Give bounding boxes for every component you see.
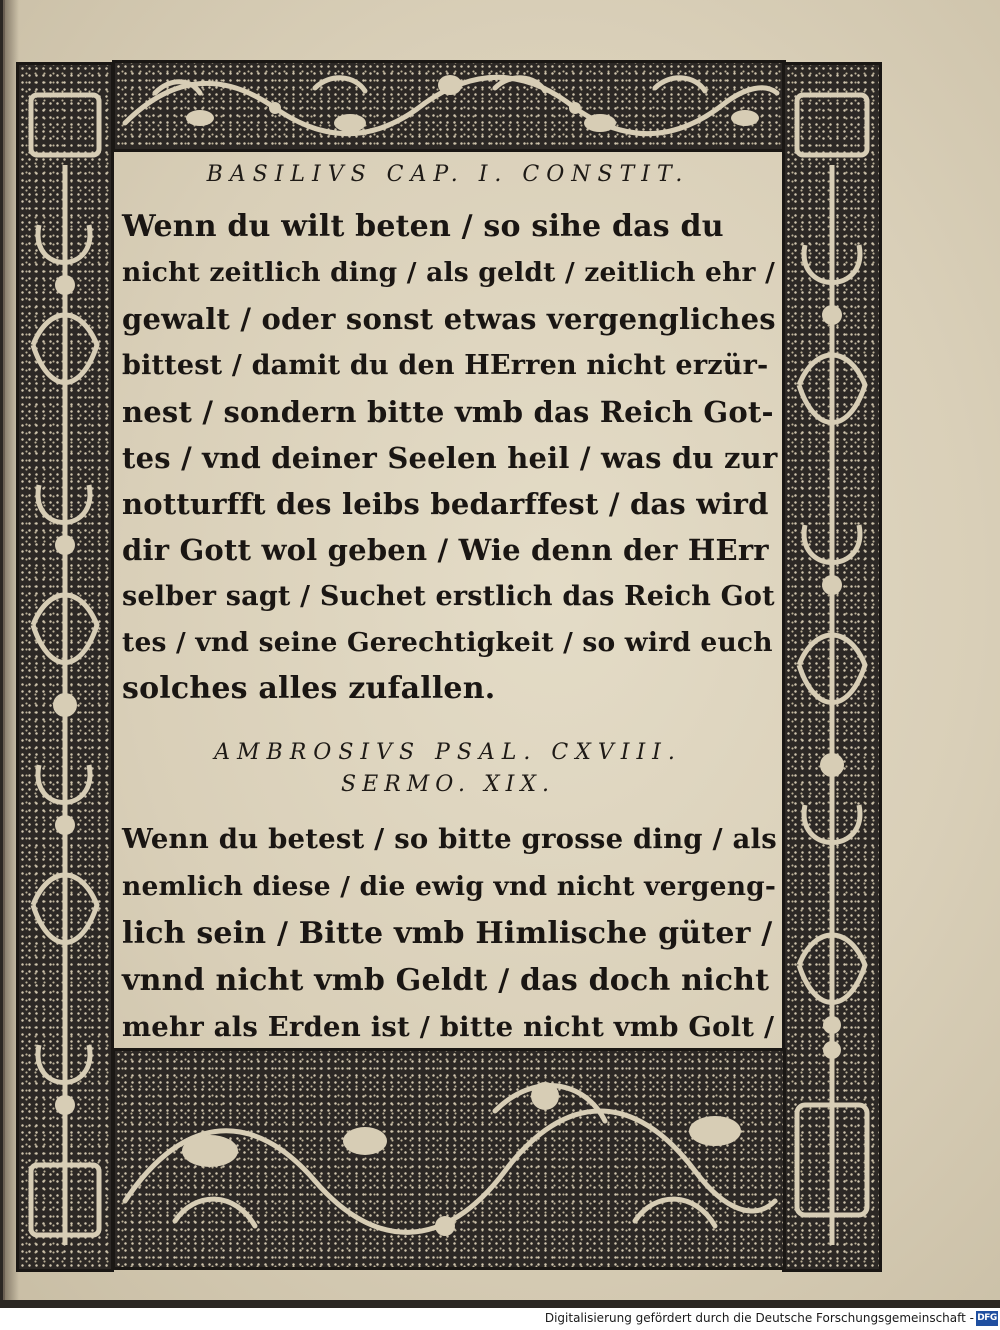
text-line: bittest / damit du den HErren nicht erzür- xyxy=(122,349,769,381)
figures-ornament-bottom xyxy=(115,1051,783,1267)
text-line: tes / vnd deiner Seelen heil / was du zur xyxy=(122,441,778,476)
passage-basilius xyxy=(122,204,778,712)
text-line: dir Gott wol geben / Wie denn der HErr xyxy=(122,533,769,568)
text-line: lich sein / Bitte vmb Himlische güter / xyxy=(122,916,773,951)
text-area xyxy=(114,152,782,1048)
candelabra-ornament-left xyxy=(19,65,111,1269)
woodcut-border-top xyxy=(112,60,786,152)
heading-ambrosius-line2: SERMO. XIX. xyxy=(341,772,555,797)
heading-ambrosius-line1: AMBROSIVS PSAL. CXVIII. xyxy=(214,740,682,765)
footer-bar xyxy=(0,1308,1000,1330)
woodcut-border-right xyxy=(782,62,882,1272)
text-line: gewalt / oder sonst etwas vergengliches xyxy=(122,302,776,337)
text-line: nemlich diese / die ewig vnd nicht vergeng- xyxy=(122,871,777,902)
woodcut-border-left xyxy=(16,62,114,1272)
text-line: solches alles zufallen. xyxy=(122,671,496,707)
text-line: Wenn du wilt beten / so sihe das du xyxy=(122,209,724,244)
text-line: mehr als Erden ist / bitte nicht vmb Golt / xyxy=(122,1011,775,1043)
woodcut-border-bottom xyxy=(112,1048,786,1270)
text-line: vnnd nicht vmb Geldt / das doch nicht xyxy=(122,963,770,998)
dfg-logo[interactable]: DFG xyxy=(976,1311,998,1326)
text-line: selber sagt / Suchet erstlich das Reich Got xyxy=(122,580,775,612)
passage-ambrosius xyxy=(122,816,778,1051)
text-line: nicht zeitlich ding / als geldt / zeitlich ehr / xyxy=(122,257,776,289)
candelabra-ornament-right xyxy=(785,65,879,1269)
heading-basilius: BASILIVS CAP. I. CONSTIT. xyxy=(206,162,690,187)
foliage-ornament-top xyxy=(115,63,783,149)
text-line: notturfft des leibs bedarffest / das wird xyxy=(122,487,769,522)
text-line: tes / vnd seine Gerechtigkeit / so wird euch xyxy=(122,626,773,658)
footer-credit: Digitalisierung gefördert durch die Deutsche Forschungsgemeinschaft - xyxy=(544,1311,974,1325)
text-line: nest / sondern bitte vmb das Reich Got- xyxy=(122,394,774,429)
text-line: Wenn du betest / so bitte grosse ding / als xyxy=(122,823,777,855)
